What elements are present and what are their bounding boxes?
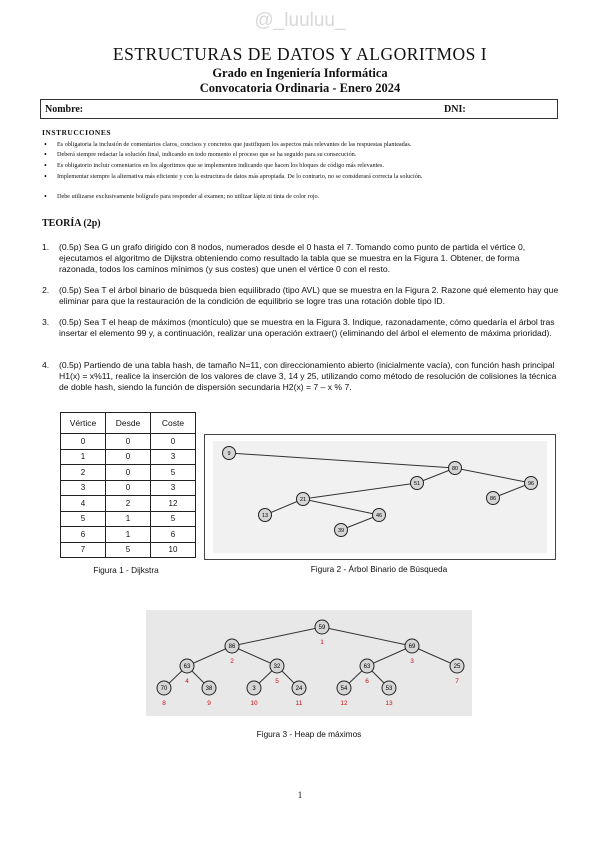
bst-node [487,492,500,505]
bullet-icon: • [44,140,47,149]
table-cell: 5 [106,542,151,558]
heap-index-label: 8 [162,700,166,707]
question-number: 3. [42,317,50,327]
table-cell: 2 [106,496,151,512]
heap-node [337,681,351,695]
node-label: 53 [385,686,393,693]
heap-figure [140,602,478,718]
heap-node [292,681,306,695]
table-row [61,480,196,496]
node-label: 3 [252,686,256,693]
bst-node [449,462,462,475]
heap-index-label: 13 [385,700,393,707]
heap-node [202,681,216,695]
bst-node [525,477,538,490]
instruction-text: Es obligatoria la inclusión de comentarios claros, concisos y concretos que justifiquen los aspectos más relevantes de las respuestas planteadas. [57,141,412,148]
node-label: 63 [363,664,371,671]
exam-title: ESTRUCTURAS DE DATOS Y ALGORITMOS I [112,44,488,64]
name-label: Nombre: [45,104,84,115]
table-cell: 0 [106,449,151,465]
bst-node [373,509,386,522]
node-label: 24 [295,686,303,693]
table-cell: 3 [151,480,196,496]
table-cell: 6 [151,527,196,543]
node-label: 39 [337,527,345,534]
table-header-cell: Vértice [61,413,106,434]
table-row [61,542,196,558]
heap-node [315,620,329,634]
section-title: TEORÍA (2p) [42,218,101,229]
heap-index-label: 2 [230,658,234,665]
bst-node [411,477,424,490]
bst-node [223,447,236,460]
node-label: 25 [453,664,461,671]
bst-figure [204,434,556,560]
node-label: 21 [299,496,307,503]
table-row [61,511,196,527]
page-number: 1 [297,790,303,800]
heap-node [360,659,374,673]
node-label: 46 [375,512,383,519]
instructions-title: INSTRUCCIONES [42,128,112,137]
heap-index-label: 6 [365,678,369,685]
heap-index-label: 9 [207,700,211,707]
bst-node [259,509,272,522]
table-cell: 3 [151,449,196,465]
node-label: 54 [340,686,348,693]
node-label: 86 [489,495,497,502]
heap-node [180,659,194,673]
figure1-caption: Figura 1 - Dijkstra [93,565,159,575]
heap-index-label: 10 [250,700,258,707]
table-cell: 12 [151,496,196,512]
question-number: 4. [42,360,50,370]
heap-index-label: 11 [295,700,303,707]
question-text: (0.5p) Partiendo de una tabla hash, de tamaño N=11, con direccionamiento abierto (inicialmente vacía), con función hash principal H1(x) = x%11, realice la inserción de los valores de clave 3, 14 y 25, utilizando como método de resolución de colisiones la técnica de doble hash, siendo la función de dispersión secundaria H2(x) = 7 – x % 7. [59,360,557,393]
bst-node [297,493,310,506]
heap-node [225,639,239,653]
question-number: 2. [42,285,50,295]
node-label: 38 [205,686,213,693]
bullet-icon: • [44,161,47,170]
table-cell: 6 [61,527,106,543]
node-label: 13 [261,512,269,519]
heap-node [247,681,261,695]
figure3-caption: Figura 3 - Heap de máximos [256,729,362,739]
bullet-icon: • [44,150,47,159]
node-label: 32 [273,664,281,671]
table-header-cell: Coste [151,413,196,434]
table-cell: 7 [61,542,106,558]
table-row [61,465,196,481]
heap-index-label: 3 [410,658,414,665]
question-text: (0.5p) Sea T el árbol binario de búsqueda bien equilibrado (tipo AVL) que se muestra en la Figura 2. Razone qué elemento hay que eliminar para que la restauración de la condición de equilibrio se logre tras una rotación doble tipo ID. [59,285,559,307]
heap-node [450,659,464,673]
heap-index-label: 12 [340,700,348,707]
table-cell: 1 [61,449,106,465]
table-cell: 5 [151,465,196,481]
table-cell: 0 [106,434,151,450]
figure2-caption: Figura 2 - Árbol Binario de Búsqueda [310,564,448,574]
node-label: 86 [228,644,236,651]
exam-session: Convocatoria Ordinaria - Enero 2024 [199,81,401,95]
table-cell: 5 [151,511,196,527]
table-cell: 0 [151,434,196,450]
table-cell: 1 [106,511,151,527]
table-cell: 5 [61,511,106,527]
heap-index-label: 4 [185,678,189,685]
table-cell: 0 [106,465,151,481]
heap-index-label: 1 [320,639,324,646]
question-number: 1. [42,242,50,252]
instruction-text: Es obligatorio incluir comentarios en los algoritmos que se implementen indicando que hacen los bloques de código más relevantes. [57,162,384,169]
question-text: (0.5p) Sea T el heap de máximos (montículo) que se muestra en la Figura 3. Indique, razonadamente, cómo quedaría el árbol tras insertar el elemento 99 y, a continuación, realizar una operación extraer() (eliminando del árbol el elemento de máxima prioridad). [59,317,555,339]
node-label: 69 [408,644,416,651]
heap-node [157,681,171,695]
table-header-row [61,413,196,434]
node-label: 59 [318,625,326,632]
heap-node [270,659,284,673]
name-box[interactable] [40,99,558,119]
node-label: 70 [160,686,168,693]
bst-node [335,524,348,537]
bullet-icon: • [44,172,47,181]
table-cell: 1 [106,527,151,543]
dijkstra-table [60,412,196,558]
table-row [61,449,196,465]
table-cell: 0 [106,480,151,496]
instruction-text: Deberá siempre redactar la solución final, indicando en todo momento el proceso que se ha seguido para su consecución. [57,151,357,158]
heap-node [382,681,396,695]
node-label: 80 [451,465,459,472]
node-label: 9 [227,450,231,457]
table-row [61,496,196,512]
watermark: @_luuluu_ [254,10,346,31]
instruction-text: Debe utilizarse exclusivamente bolígrafo para responder al examen; no utilizar lápiz ni tinta de color rojo. [57,193,320,200]
node-label: 96 [527,480,535,487]
table-cell: 3 [61,480,106,496]
instruction-text: Implementar siempre la alternativa más eficiente y con la estructura de datos más apropiada. De lo contrario, no se considerará correcta la solución. [57,173,423,180]
table-cell: 2 [61,465,106,481]
table-row [61,527,196,543]
table-header-cell: Desde [106,413,151,434]
question-text: (0.5p) Sea G un grafo dirigido con 8 nodos, numerados desde el 0 hasta el 7. Tomando como punto de partida el vértice 0, ejecutamos el algoritmo de Dijkstra obteniendo como resultado la tabla que se muestra en la Figura 1. Obtener, de forma razonada, todos los caminos mínimos (y sus costes) que unen el vértice 0 con el resto. [59,242,526,275]
dni-label: DNI: [444,104,466,115]
table-cell: 4 [61,496,106,512]
node-label: 51 [413,480,421,487]
table-row [61,434,196,450]
node-label: 63 [183,664,191,671]
bullet-icon: • [44,192,47,201]
table-cell: 0 [61,434,106,450]
table-cell: 10 [151,542,196,558]
degree-title: Grado en Ingeniería Informática [212,66,388,80]
heap-index-label: 5 [275,678,279,685]
heap-index-label: 7 [455,678,459,685]
heap-node [405,639,419,653]
